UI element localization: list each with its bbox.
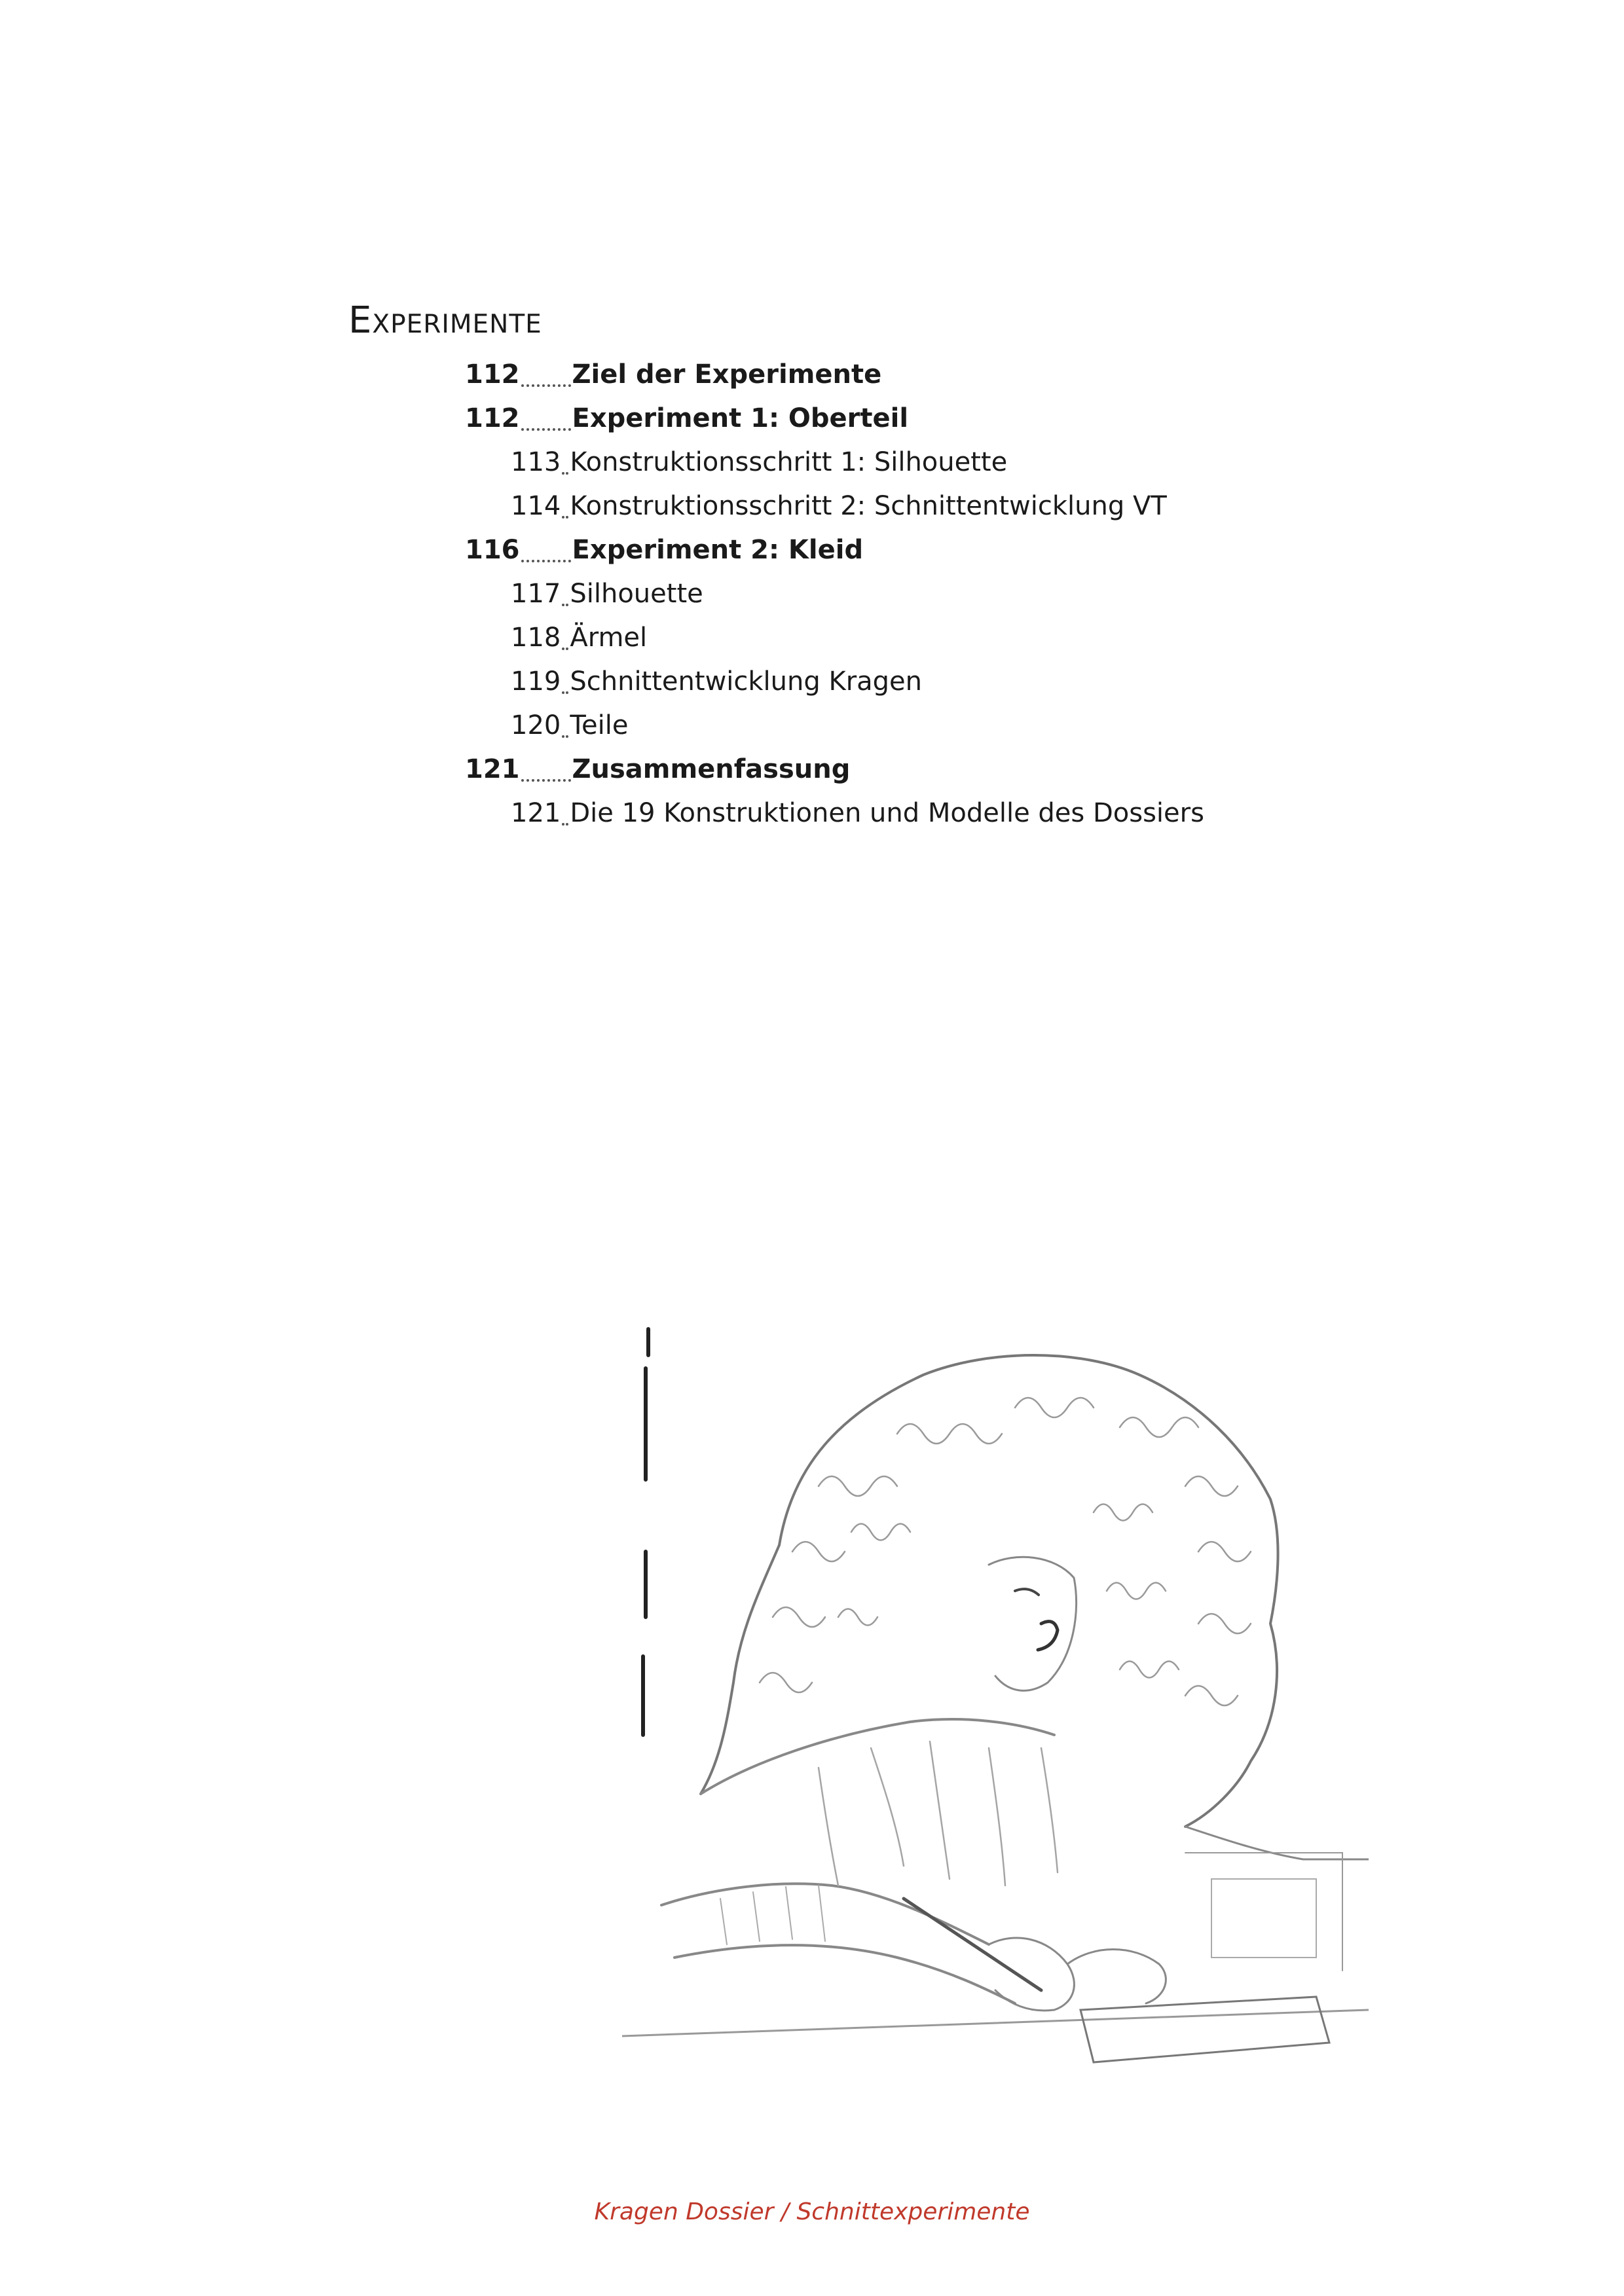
toc-page-number: 121 xyxy=(511,798,561,828)
toc-entry-title: Konstruktionsschritt 2: Schnittentwicklung VT xyxy=(570,491,1167,521)
toc-entry-title: Ziel der Experimente xyxy=(572,359,882,390)
toc-entry[interactable] xyxy=(465,361,881,388)
toc-leader-dots xyxy=(521,560,571,562)
toc-leader-dots xyxy=(521,384,571,387)
toc-leader-dots xyxy=(562,516,568,519)
toc-entry-title: Teile xyxy=(570,710,629,740)
toc-page-number: 114 xyxy=(511,491,561,521)
sketch-illustration xyxy=(622,1316,1369,2088)
toc-leader-dots xyxy=(562,691,568,694)
toc-entry-title: Schnittentwicklung Kragen xyxy=(570,666,923,697)
toc-entry[interactable] xyxy=(511,449,1007,475)
toc-leader-dots xyxy=(562,735,568,738)
toc-leader-dots xyxy=(521,779,571,782)
toc-entry-title: Konstruktionsschritt 1: Silhouette xyxy=(570,447,1008,477)
toc-page-number: 116 xyxy=(465,535,520,565)
toc-entry-title: Experiment 1: Oberteil xyxy=(572,403,909,433)
toc-page-number: 118 xyxy=(511,623,561,653)
toc-entry[interactable] xyxy=(511,668,922,695)
footer-text: Kragen Dossier / Schnittexperimente xyxy=(594,2198,1030,2225)
toc-entry[interactable] xyxy=(465,537,863,563)
toc-entry[interactable] xyxy=(511,493,1167,519)
toc-leader-dots xyxy=(562,604,568,606)
toc-entry-title: Zusammenfassung xyxy=(572,754,851,784)
toc-leader-dots xyxy=(562,647,568,650)
toc-entry[interactable] xyxy=(465,756,850,782)
toc-page-number: 117 xyxy=(511,579,561,609)
toc-page-number: 112 xyxy=(465,403,520,433)
toc-entry-title: Ärmel xyxy=(570,623,648,653)
toc-entry[interactable] xyxy=(511,625,647,651)
toc-page-number: 119 xyxy=(511,666,561,697)
toc-entry[interactable] xyxy=(511,581,703,607)
toc-entry-title: Experiment 2: Kleid xyxy=(572,535,864,565)
toc-page-number: 112 xyxy=(465,359,520,390)
toc-leader-dots xyxy=(521,428,571,431)
toc-entry[interactable] xyxy=(511,712,628,738)
drawing-person-sketch-icon xyxy=(622,1316,1369,2088)
toc-entry[interactable] xyxy=(465,405,908,431)
toc-page-number: 120 xyxy=(511,710,561,740)
section-title: Experimente xyxy=(348,299,542,342)
toc-page-number: 121 xyxy=(465,754,520,784)
toc-leader-dots xyxy=(562,823,568,826)
toc-page-number: 113 xyxy=(511,447,561,477)
toc-entry-title: Die 19 Konstruktionen und Modelle des Dossiers xyxy=(570,798,1204,828)
toc-entry[interactable] xyxy=(511,800,1204,826)
toc-entry-title: Silhouette xyxy=(570,579,703,609)
toc-leader-dots xyxy=(562,472,568,475)
